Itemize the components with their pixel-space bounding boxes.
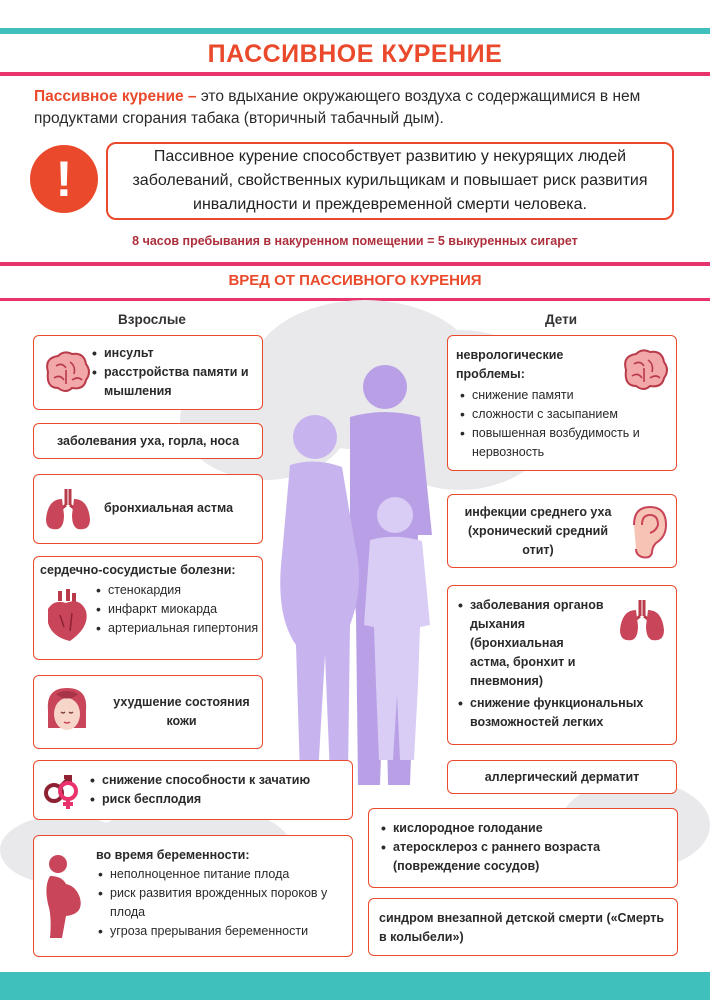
card-text: бронхиальная астма	[104, 501, 234, 515]
face-icon	[42, 684, 92, 742]
hours-note: 8 часов пребывания в накуренном помещении = 5 выкуренных сигарет	[132, 234, 578, 248]
children-card-dermatitis	[447, 760, 677, 794]
brain-icon	[40, 348, 94, 396]
pregnant-woman-icon	[40, 852, 90, 942]
list-item: • угроза прерывания беременности	[110, 922, 348, 941]
top-teal-stripe	[0, 28, 710, 34]
gender-symbols-icon	[40, 771, 84, 811]
warning-text: Пассивное курение способствует развитию у некурящих людей заболеваний, свойственных курильщикам и повышает риск развития инвалидности и преждевременной смерти человека.	[132, 148, 648, 213]
adults-card-pregnancy	[33, 835, 353, 957]
list-item: • заболевания органов дыхания (бронхиальная астма, бронхит и пневмония)	[470, 596, 606, 691]
card-heading: неврологические проблемы:	[456, 348, 564, 381]
list-item: • артериальная гипертония	[108, 619, 259, 638]
list-item: • инсульт	[104, 344, 260, 363]
list-item: • расстройства памяти и мышления	[104, 363, 260, 401]
list-item: • инфаркт миокарда	[108, 600, 259, 619]
adults-card-cardio	[33, 556, 263, 660]
page-title: ПАССИВНОЕ КУРЕНИЕ	[207, 40, 503, 68]
list-item: • сложности с засыпанием	[472, 405, 672, 424]
ear-icon	[626, 503, 670, 561]
list-item: • риск развития врожденных пороков у плода	[110, 884, 348, 922]
list-item: • стенокардия	[108, 581, 259, 600]
definition-term: Пассивное курение –	[34, 88, 197, 105]
card-heading: сердечно-сосудистые болезни:	[40, 563, 236, 577]
children-card-respiratory	[447, 585, 677, 745]
list-item: • риск бесплодия	[102, 790, 348, 809]
card-text: ухудшение состояния кожи	[113, 695, 250, 728]
section-divider-top	[0, 262, 710, 266]
card-heading: во время беременности:	[96, 848, 250, 862]
adults-card-ent	[33, 423, 263, 459]
definition-paragraph	[34, 86, 684, 130]
children-card-ear	[447, 494, 677, 568]
title-divider	[0, 72, 710, 76]
adults-card-skin	[33, 675, 263, 749]
children-card-neuro	[447, 335, 677, 471]
exclamation-icon: !	[30, 145, 98, 213]
list-item: • неполноценное питание плода	[110, 865, 348, 884]
adults-card-asthma	[33, 474, 263, 544]
children-card-hypoxia	[368, 808, 678, 888]
lungs-icon	[42, 485, 94, 533]
adults-card-stroke	[33, 335, 263, 410]
list-item: • кислородное голодание	[393, 819, 669, 838]
list-item: • снижение памяти	[472, 386, 672, 405]
card-text: инфекции среднего уха (хронический средний отит)	[464, 505, 612, 557]
section-subtitle: ВРЕД ОТ ПАССИВНОГО КУРЕНИЯ	[228, 272, 482, 289]
list-item: • снижение способности к зачатию	[102, 771, 348, 790]
card-text: синдром внезапной детской смерти («Смерть в колыбели»)	[379, 911, 665, 944]
heart-icon	[40, 587, 92, 645]
card-text: заболевания уха, горла, носа	[56, 434, 240, 448]
children-heading: Дети	[545, 312, 578, 327]
list-item: • снижение функциональных возможностей легких	[470, 694, 672, 732]
family-silhouette	[270, 355, 450, 800]
list-item: • повышенная возбудимость и нервозность	[472, 424, 672, 462]
list-item: • атеросклероз с раннего возраста (повреждение сосудов)	[393, 838, 669, 876]
adults-heading: Взрослые	[118, 312, 186, 327]
children-card-sids	[368, 898, 678, 956]
card-text: аллергический дерматит	[484, 770, 640, 784]
adults-card-fertility	[33, 760, 353, 820]
lungs-icon	[616, 596, 668, 644]
warning-box	[106, 142, 674, 220]
bottom-teal-band	[0, 972, 710, 1000]
definition-text: это вдыхание окружающего воздуха с содержащимися в нем продуктами сгорания табака (вторичный табачный дым).	[34, 88, 641, 127]
